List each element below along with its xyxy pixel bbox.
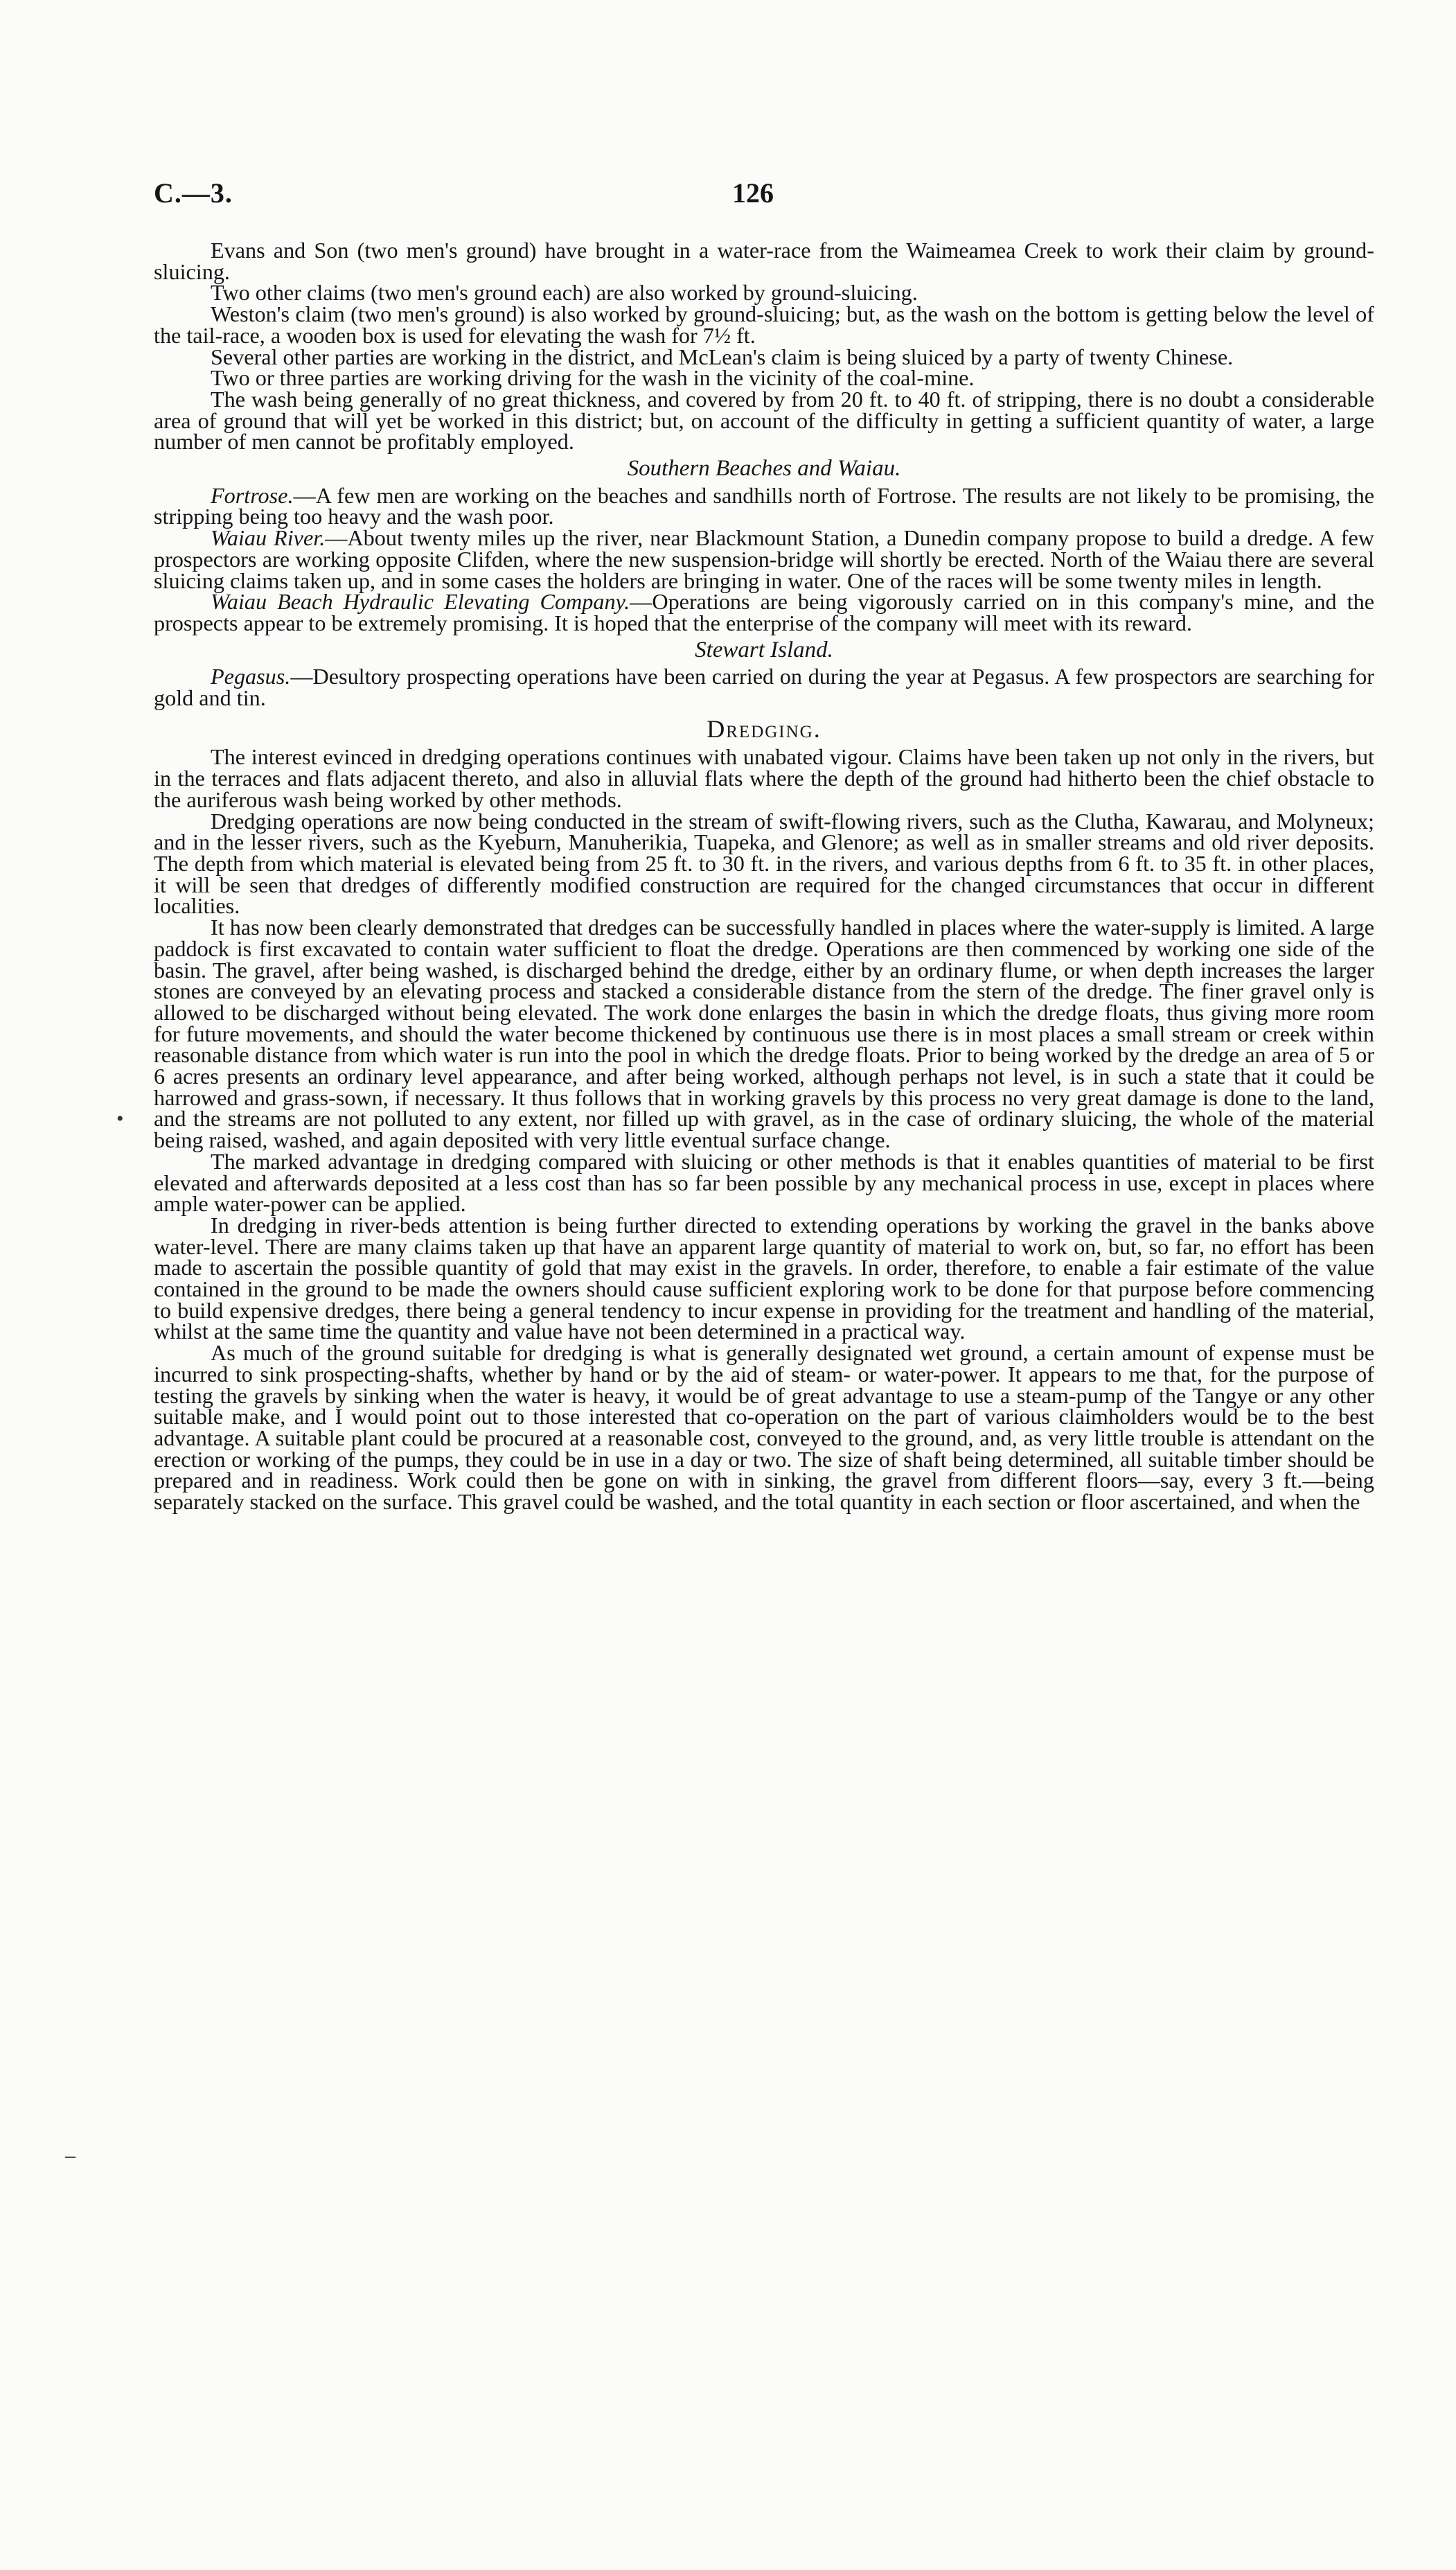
paragraph-lead-label: Fortrose. (211, 482, 294, 508)
paragraph: The interest evinced in dredging operations continues with unabated vigour. Claims have been taken up not only in the rivers, but in the terraces and flats adjacent thereto, and also in alluvial flats where the depth of the ground had hitherto been the chief obstacle to the auriferous wash being worked by other methods. (154, 744, 1374, 812)
section-heading: Stewart Island. (695, 637, 833, 662)
paragraph-lead-label: Waiau River. (211, 525, 326, 551)
paragraph: Two or three parties are working driving for the wash in the vicinity of the coal-mine. (211, 365, 975, 391)
page-header (154, 177, 1373, 211)
paragraph (154, 591, 1374, 633)
paragraph-lead-label: Waiau Beach Hydraulic Elevating Company. (211, 589, 630, 615)
section-heading: Southern Beaches and Waiau. (627, 456, 901, 482)
paragraph (154, 527, 1374, 591)
paragraph: In dredging in river-beds attention is being further directed to extending operations by working the gravel in the banks above water-level. There are many claims taken up that have an apparent large quantity of material to work on, but, so far, no effort has been made to ascertain the possible quantity of gold that may exist in the gravels. In order, therefore, to enable a fair estimate of the value contained in the ground to be made the owners should cause sufficient exploring work to be done for that purpose before commencing to build expensive dredges, there being a general tendency to incur expense in providing for the treatment and handling of the material, whilst at the same time the quantity and value have not been determined in a practical way. (154, 1212, 1374, 1344)
paragraph-text: —Operations are being vigorously carried on in this company's mine, and the prospects appear to be extremely promising. It is hoped that the enterprise of the company will meet with its reward. (154, 589, 1374, 635)
paragraph: As much of the ground suitable for dredging is what is generally designated wet ground, a certain amount of expense must be incurred to sink prospecting-shafts, whether by hand or by the aid of steam- or water-power. It appears to me that, for the purpose of testing the gravels by sinking when the water is heavy, it would be of great advantage to use a steam-pump of the Tangye or any other suitable make, and I would point out to those interested that co-operation on the part of various claimholders would be to the best advantage. A suitable plant could be procured at a reasonable cost, conveyed to the ground, and, as very little trouble is attendant on the erection or working of the pumps, they could be in use in a day or two. The size of shaft being determined, all suitable timber should be prepared and in readiness. Work could then be gone on with in sinking, the gravel from different floors—say, every 3 ft.—being separately stacked on the surface. This gravel could be washed, and the total quantity in each section or floor ascertained, and when the (154, 1340, 1374, 1515)
margin-dash: – (65, 2144, 76, 2167)
page-number: 126 (732, 177, 774, 209)
section-heading: Dredging. (707, 714, 822, 743)
margin-dot: • (116, 1107, 124, 1130)
paragraph-text: —A few men are working on the beaches and sandhills north of Fortrose. The results are not likely to be promising, the stripping being too heavy and the wash poor. (154, 482, 1374, 529)
paragraph: Dredging operations are now being conducted in the stream of swift-flowing rivers, such as the Clutha, Kawarau, and Molyneux; and in the lesser rivers, such as the Kyeburn, Manuherikia, Tuapeka, and Glenore; as well as in smaller streams and old river deposits. The depth from which material is elevated being from 25 ft. to 30 ft. in the rivers, and various depths from 6 ft. to 35 ft. in other places, it will be seen that dredges of differently modified construction are required for the changed circumstances that occur in different localities. (154, 808, 1374, 919)
paragraph (154, 482, 1374, 529)
paragraph: Several other parties are working in the district, and McLean's claim is being sluiced by a party of twenty Chinese. (211, 344, 1234, 369)
paragraph: Two other claims (two men's ground each) are also worked by ground-sluicing. (211, 280, 918, 306)
paragraph: Weston's claim (two men's ground) is also worked by ground-sluicing; but, as the wash on the bottom is getting below the level of the tail-race, a wooden box is used for elevating the wash for 7½ ft. (154, 301, 1374, 348)
paragraph-text: —Desultory prospecting operations have been carried on during the year at Pegasus. A few prospectors are searching for gold and tin. (154, 664, 1374, 711)
paragraph: The marked advantage in dredging compared with sluicing or other methods is that it enables quantities of material to be first elevated and afterwards deposited at a less cost than has so far been possible by any mechanical process in use, except in places where ample water-power can be applied. (154, 1148, 1374, 1217)
paragraph-lead-label: Pegasus. (211, 664, 291, 689)
paragraph-text: —About twenty miles up the river, near Blackmount Station, a Dunedin company propose to build a dredge. A few prospectors are working opposite Clifden, where the new suspension-bridge will shortly be erected. North of the Waiau there are several sluicing claims taken up, and in some cases the holders are bringing in water. One of the races will be some twenty miles in length. (154, 525, 1374, 593)
paragraph: The wash being generally of no great thickness, and covered by from 20 ft. to 40 ft. of stripping, there is no doubt a considerable area of ground that will yet be worked in this district; but, on account of the difficulty in getting a sufficient quantity of water, a large number of men cannot be profitably employed. (154, 386, 1374, 455)
paragraph: It has now been clearly demonstrated that dredges can be successfully handled in places where the water-supply is limited. A large paddock is first excavated to contain water sufficient to float the dredge. Operations are then commenced by working one side of the basin. The gravel, after being washed, is discharged behind the dredge, either by an ordinary flume, or when depth increases the larger stones are conveyed by an elevating process and stacked a considerable distance from the stern of the dredge. The finer gravel only is allowed to be discharged without being elevated. The work done enlarges the basin in which the dredge floats, thus giving more room for future movements, and should the water become thickened by continuous use there is in most places a small stream or creek within reasonable distance from which water is run into the pool in which the dredge floats. Prior to being worked by the dredge an area of 5 or 6 acres presents an ordinary level appearance, and after being worked, although perhaps not level, is in such a state that it could be harrowed and grass-sown, if necessary. It thus follows that in working gravels by this process no very great damage is done to the land, and the streams are not polluted to any extent, nor filled up with gravel, as in the case of ordinary sluicing, the whole of the material being raised, washed, and again deposited with very little eventual surface change. (154, 915, 1374, 1153)
paragraph: Evans and Son (two men's ground) have brought in a water-race from the Waimeamea Creek to work their claim by ground-sluicing. (154, 238, 1374, 284)
document-id: C.—3. (154, 177, 233, 209)
body-text (154, 240, 1374, 1513)
paragraph (154, 664, 1374, 711)
